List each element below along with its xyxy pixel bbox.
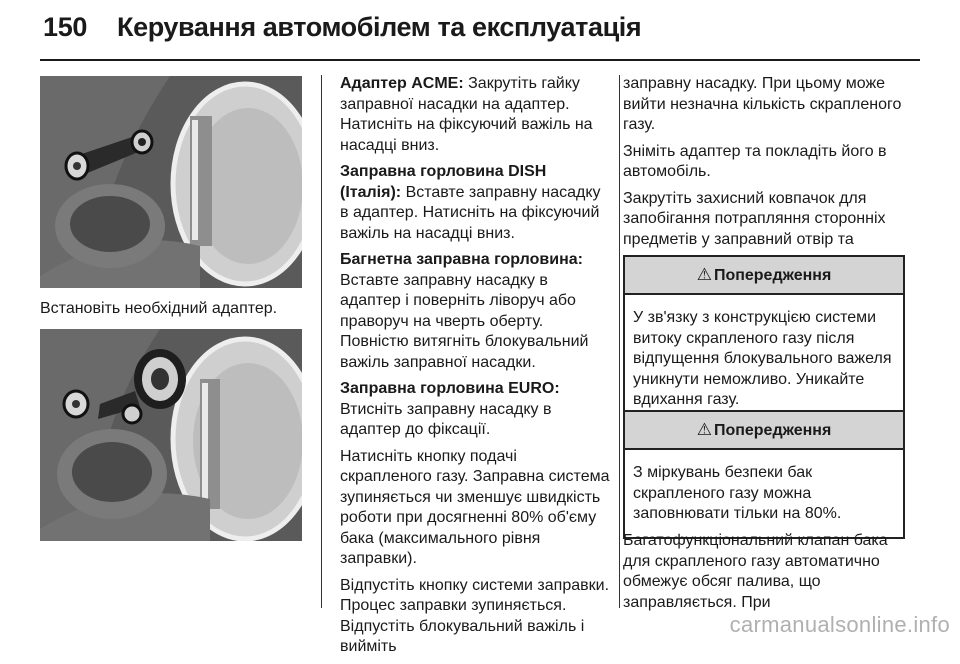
figure-euro-adapter-photo xyxy=(40,329,302,541)
warning-header xyxy=(625,412,903,450)
warning-header xyxy=(625,257,903,295)
euro-paragraph xyxy=(340,379,610,441)
acme-text: Закрутіть гайку заправної насадки на адаптер. Натисніть на фіксуючий важіль на насадці вниз. xyxy=(340,75,593,154)
header-divider xyxy=(40,59,920,61)
bayonet-text: Вставте заправну насадку в адаптер і поверніть ліворуч або праворуч на чверть оберту. Повністю витягніть блокувальний важіль заправної насадки. xyxy=(340,271,589,371)
watermark: carmanualsonline.info xyxy=(729,612,950,637)
bayonet-paragraph xyxy=(340,250,610,373)
dish-text: Вставте заправну насадку в адаптер. Натисніть на фіксуючий важіль на насадці вниз. xyxy=(340,183,601,242)
cap-paragraph: Закрутіть захисний ковпачок для запобігання потрапляння сторонніх предметів у заправний отвір та xyxy=(623,189,886,248)
right-column xyxy=(623,74,908,277)
valve-paragraph-block xyxy=(623,531,908,619)
bayonet-label: Багнетна заправна горловина: xyxy=(340,251,583,268)
warning-title: Попередження xyxy=(713,422,832,439)
press-button-paragraph: Натисніть кнопку подачі скрапленого газу. Заправна система зупиняється чи зменшує швидкість роботи при досягненні 80% об'єму бака (максимального рівня заправки). xyxy=(340,447,610,567)
figure-caption: Встановіть необхідний адаптер. xyxy=(40,300,278,317)
page-header xyxy=(0,0,960,60)
dish-label: Заправна горловина DISH (Італія): xyxy=(340,163,547,201)
middle-column xyxy=(340,74,610,664)
page-title: Керування автомобілем та експлуатація xyxy=(117,12,642,42)
euro-label: Заправна горловина EURO: xyxy=(340,380,560,397)
figure-adapter-photo xyxy=(40,76,302,288)
valve-paragraph: Багатофункціональний клапан бака для скрапленого газу автоматично обмежує обсяг палива, що заправляється. При xyxy=(623,532,888,611)
column-divider-right xyxy=(619,75,620,608)
warning-box-fill-limit xyxy=(623,410,905,539)
warning-body: У зв'язку з конструкцією системи витоку скрапленого газу після відпущення блокувального важеля уникнути неможливо. Уникайте вдихання газу. xyxy=(633,309,892,408)
fuel-filler-euro-illustration xyxy=(40,329,302,541)
warning-title: Попередження xyxy=(713,267,832,284)
release-button-paragraph: Відпустіть кнопку системи заправки. Процес заправки зупиняється. Відпустіть блокувальний важіль і вийміть xyxy=(340,576,610,655)
warning-body: З міркувань безпеки бак скрапленого газу можна заповнювати тільки на 80%. xyxy=(633,464,842,522)
warning-triangle-icon: ⚠ xyxy=(696,420,712,439)
page-number: 150 xyxy=(43,12,88,42)
remove-nozzle-paragraph: заправну насадку. При цьому може вийти незначна кількість скрапленого газу. xyxy=(623,75,902,133)
acme-paragraph xyxy=(340,74,610,156)
warning-triangle-icon: ⚠ xyxy=(696,265,712,284)
column-divider-left xyxy=(321,75,322,608)
fuel-filler-illustration xyxy=(40,76,302,288)
acme-label: Адаптер ACME: xyxy=(340,75,464,92)
dish-paragraph xyxy=(340,162,610,244)
warning-box-gas-leak xyxy=(623,255,905,425)
remove-adapter-paragraph: Зніміть адаптер та покладіть його в автомобіль. xyxy=(623,142,887,180)
euro-text: Втисніть заправну насадку в адаптер до фіксації. xyxy=(340,400,552,438)
